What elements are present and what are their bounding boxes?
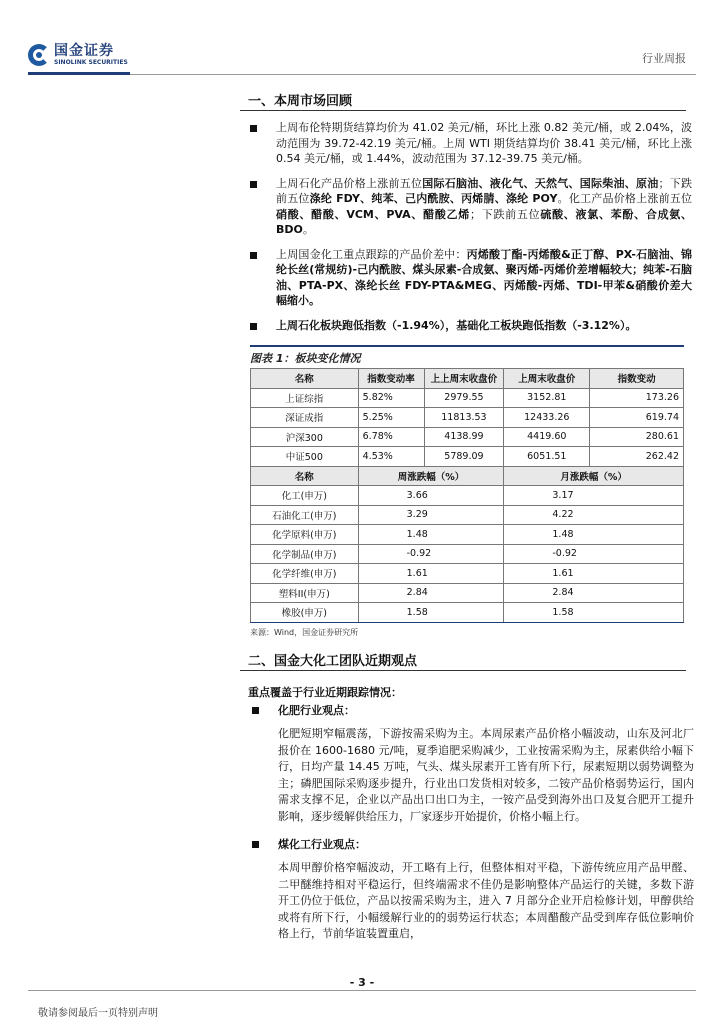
table-header-row — [251, 369, 684, 389]
focus-line: 重点覆盖于行业近期跟踪情况： — [248, 686, 402, 699]
figure-source: 来源：Wind，国金证券研究所 — [250, 628, 359, 637]
table-cell: 橡胶(申万) — [251, 603, 359, 623]
coal-chem-view — [250, 838, 694, 943]
bullet-text-bold: 上周石化板块跑低指数（-1.94%），基础化工板块跑低指数（-3.12%）。 — [276, 318, 637, 332]
section-2-rule — [240, 670, 686, 671]
header-accent-bar — [28, 72, 130, 75]
bullet-text: 。化工产品价格上涨前五位 — [557, 192, 693, 205]
table-cell: 沪深300 — [251, 427, 359, 447]
table-cell: 5789.09 — [424, 447, 504, 467]
section-1-title: 一、本周市场回顾 — [248, 94, 353, 109]
col-header-sector: 名称 — [251, 466, 359, 486]
table-cell: 619.74 — [590, 408, 684, 428]
bullet-square-icon — [250, 323, 257, 330]
table-cell: 4419.60 — [504, 427, 590, 447]
table-cell: 3.17 — [504, 486, 684, 506]
section-1-rule — [240, 110, 686, 111]
col-header-change-rate: 指数变动率 — [358, 369, 424, 389]
table-cell: 12433.26 — [504, 408, 590, 428]
bullet-text: 上周布伦特期货结算均价为 41.02 美元/桶，环比上涨 0.82 美元/桶，或 2.04%，波动范围为 39.72-42.19 美元/桶。上周 WTI 期货结算均价 38.41 美元/桶，环比上涨 0.54 美元/桶，或 1.44%，波动范围为 37.12-39.75 美元/桶。 — [276, 121, 692, 165]
col-header-index-change: 指数变动 — [590, 369, 684, 389]
logo-cn-text: 国金证券 — [54, 43, 114, 59]
table-cell: 上证综指 — [251, 388, 359, 408]
table-cell: 深证成指 — [251, 408, 359, 428]
table-cell: 6.78% — [358, 427, 424, 447]
table-row — [251, 505, 684, 525]
table-cell: 塑料II(申万) — [251, 583, 359, 603]
table-cell: 5.25% — [358, 408, 424, 428]
table-cell: 2.84 — [504, 583, 684, 603]
table-row — [251, 564, 684, 584]
table-row — [251, 486, 684, 506]
col-header-last-close: 上周末收盘价 — [504, 369, 590, 389]
table-cell: 2979.55 — [424, 388, 504, 408]
logo-en-text: SINOLINK SECURITIES — [54, 59, 128, 66]
sector-change-table — [250, 368, 684, 623]
table-subheader-row — [251, 466, 684, 486]
table-row — [251, 447, 684, 467]
figure-top-rule — [250, 345, 684, 347]
coal-chem-title: 煤化工行业观点： — [278, 838, 366, 851]
fertilizer-view — [250, 704, 694, 825]
col-header-weekly: 周涨跌幅（%） — [358, 466, 504, 486]
table-cell: 6051.51 — [504, 447, 590, 467]
table-cell: 11813.53 — [424, 408, 504, 428]
bullet-text: 。 — [302, 223, 314, 236]
col-header-monthly: 月涨跌幅（%） — [504, 466, 684, 486]
table-cell: 化学纤维(申万) — [251, 564, 359, 584]
bullet-item — [248, 247, 692, 309]
table-row — [251, 583, 684, 603]
coal-chem-body: 本周甲醇价格窄幅波动，开工略有上行，但整体相对平稳，下游传统应用产品甲醛、二甲醚维持相对平稳运行，但终端需求不佳仍是影响整体产品运行的关键，多数下游开工仍位于低位，产品以按需采购为主，进入 7 月部分企业开启检修计划，甲醇供给或将有所下行，小幅缓解行业的的弱势运行状态；本周醋酸产品受到库存低位影响价格上行，节前华谊装置重启， — [278, 861, 694, 940]
table-cell: 中证500 — [251, 447, 359, 467]
bullet-item — [248, 318, 692, 334]
table-cell: 262.42 — [590, 447, 684, 467]
fertilizer-title: 化肥行业观点： — [278, 704, 355, 717]
bullet-text: ；下跌前五位 — [276, 176, 692, 205]
table-cell: 5.82% — [358, 388, 424, 408]
table-row — [251, 525, 684, 545]
table-cell: 1.61 — [504, 564, 684, 584]
bullet-text-bold: 硝酸、醋酸、VCM、PVA、醋酸乙烯 — [276, 207, 470, 221]
table-row — [251, 603, 684, 623]
bullet-square-icon — [252, 841, 259, 848]
table-cell: 3.29 — [358, 505, 504, 525]
table-cell: 化工(申万) — [251, 486, 359, 506]
table-cell: 2.84 — [358, 583, 504, 603]
table-cell: -0.92 — [504, 544, 684, 564]
table-cell: 3.66 — [358, 486, 504, 506]
company-logo — [28, 40, 138, 70]
table-cell: 173.26 — [590, 388, 684, 408]
bullet-square-icon — [250, 125, 257, 132]
figure-bottom-rule — [250, 622, 684, 623]
report-type-tag: 行业周报 — [642, 52, 686, 65]
table-cell: 化学原料(申万) — [251, 525, 359, 545]
table-cell: 1.61 — [358, 564, 504, 584]
disclaimer-note: 敬请参阅最后一页特别声明 — [38, 1008, 158, 1019]
logo-emblem-icon — [28, 44, 50, 66]
table-cell: 1.58 — [504, 603, 684, 623]
bullet-text: 上周国金化工重点跟踪的产品价差中： — [276, 247, 467, 261]
page-number: - 3 - — [349, 976, 375, 989]
table-cell: 4.53% — [358, 447, 424, 467]
table-cell: 3152.81 — [504, 388, 590, 408]
table-cell: 280.61 — [590, 427, 684, 447]
table-cell: 1.58 — [358, 603, 504, 623]
bullet-square-icon — [252, 707, 259, 714]
table-row — [251, 388, 684, 408]
footer-divider — [28, 990, 696, 991]
bullet-text: 上周石化产品价格上涨前五位 — [276, 176, 423, 190]
bullet-text-bold: 国际石脑油、液化气、天然气、国际柴油、原油 — [422, 176, 659, 190]
bullet-square-icon — [250, 181, 257, 188]
table-row — [251, 408, 684, 428]
bullet-item — [248, 176, 692, 238]
bullet-square-icon — [250, 252, 257, 259]
table-row — [251, 427, 684, 447]
section-2-title: 二、国金大化工团队近期观点 — [248, 654, 418, 669]
table-cell: -0.92 — [358, 544, 504, 564]
table-cell: 4.22 — [504, 505, 684, 525]
bullet-text-bold: 硫酸、液氯、苯酚、合成氨、BDO — [276, 207, 693, 236]
figure-1-title: 图表 1：板块变化情况 — [250, 352, 361, 365]
table-cell: 1.48 — [358, 525, 504, 545]
table-row — [251, 544, 684, 564]
market-review-bullets — [248, 120, 692, 342]
bullet-text-bold: 丙烯酸丁酯-丙烯酸&正丁醇、PX-石脑油、锦纶长丝(常规纺)-己内酰胺、煤头尿素-合成氨、聚丙烯-丙烯价差增幅较大；纯苯-石脑油、PTA-PX、涤纶长丝 FDY-PTA&MEG、丙烯酸-丙烯、TDI-甲苯&硝酸价差大幅缩小。 — [276, 247, 693, 307]
table-cell: 4138.99 — [424, 427, 504, 447]
bullet-item — [248, 120, 692, 167]
table-cell: 石油化工(申万) — [251, 505, 359, 525]
col-header-name: 名称 — [251, 369, 359, 389]
bullet-text: ；下跌前五位 — [470, 207, 541, 221]
table-cell: 1.48 — [504, 525, 684, 545]
col-header-prev-close: 上上周末收盘价 — [424, 369, 504, 389]
table-cell: 化学制品(申万) — [251, 544, 359, 564]
bullet-text-bold: 涤纶 FDY、纯苯、己内酰胺、丙烯腈、涤纶 POY — [309, 192, 558, 205]
fertilizer-body: 化肥短期窄幅震荡，下游按需采购为主。本周尿素产品价格小幅波动，山东及河北厂报价在 1600-1680 元/吨，夏季追肥采购减少，工业按需采购为主，尿素供给小幅下行，日均产量 14.45 万吨，气头、煤头尿素开工皆有所下行，尿素短期以弱势调整为主；磷肥国际采购逐步提升，行业出口发货相对较多，二铵产品价格弱势运行，国内需求支撑不足，企业以产品出口出口为主，一铵产品受到海外出口及复合肥开工提升影响，逐步缓解供给压力，厂家逐步开始提价，价格小幅上行。 — [278, 727, 694, 823]
